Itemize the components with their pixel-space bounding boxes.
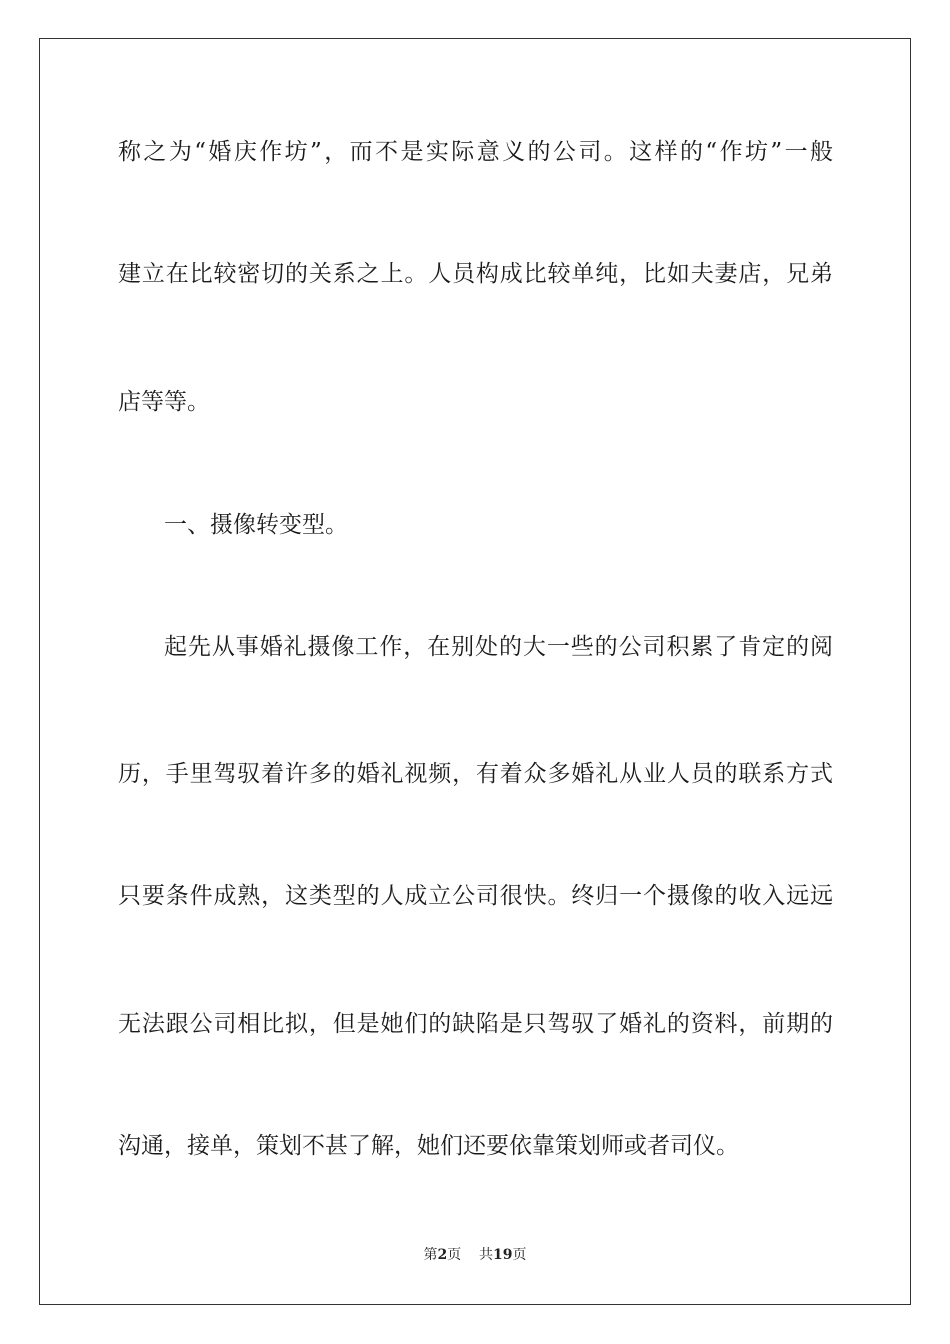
paragraph-line-5: 起先从事婚礼摄像工作，在别处的大一些的公司积累了肯定的阅 (164, 634, 833, 660)
paragraph-line-3: 店等等。 (118, 389, 210, 415)
footer-total-prefix: 共 (479, 1247, 494, 1263)
section-heading: 一、摄像转变型。 (164, 512, 348, 538)
paragraph-line-6: 历，手里驾驭着许多的婚礼视频，有着众多婚礼从业人员的联系方式 (118, 761, 833, 787)
paragraph-line-9: 沟通，接单，策划不甚了解，她们还要依靠策划师或者司仪。 (118, 1133, 739, 1159)
page-border (39, 38, 911, 1305)
footer-page-number: 2 (437, 1247, 448, 1263)
paragraph-line-7: 只要条件成熟，这类型的人成立公司很快。终归一个摄像的收入远远 (118, 883, 833, 909)
paragraph-line-1: 称之为“婚庆作坊”，而不是实际意义的公司。这样的“作坊”一般 (118, 139, 833, 165)
footer-total-pages: 19 (493, 1247, 513, 1263)
paragraph-line-8: 无法跟公司相比拟，但是她们的缺陷是只驾驭了婚礼的资料，前期的 (118, 1011, 833, 1037)
footer-page-suffix: 页 (447, 1247, 462, 1263)
footer-page-prefix: 第 (423, 1247, 438, 1263)
paragraph-line-2: 建立在比较密切的关系之上。人员构成比较单纯，比如夫妻店，兄弟 (118, 261, 833, 287)
footer-total-suffix: 页 (512, 1247, 527, 1263)
page-footer (0, 1246, 950, 1264)
